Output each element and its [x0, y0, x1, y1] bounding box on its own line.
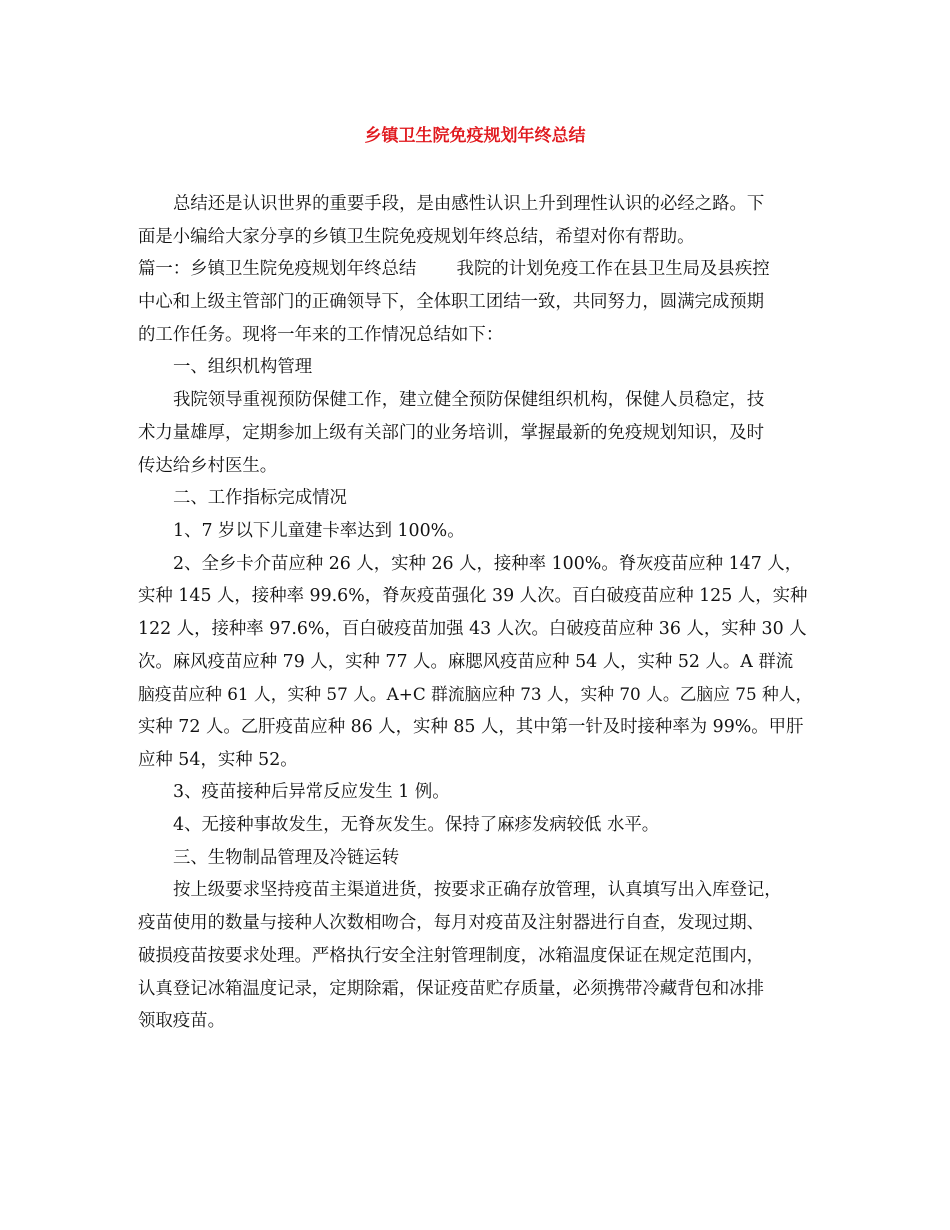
document-body: [138, 188, 818, 1038]
text-line: 三、生物制品管理及冷链运转: [173, 847, 400, 868]
text-line: 领取疫苗。: [138, 1011, 225, 1032]
text-line: 二、工作指标完成情况: [173, 488, 347, 509]
text-line: 122 人，接种率 97.6%，百白破疫苗加强 43 人次。白破疫苗应种 36 人，实种 30 人: [138, 618, 807, 639]
text-line: 的工作任务。现将一年来的工作情况总结如下：: [138, 324, 504, 345]
text-line: 术力量雄厚，定期参加上级有关部门的业务培训，掌握最新的免疫规划知识，及时: [138, 422, 765, 443]
text-line: 破损疫苗按要求处理。严格执行安全注射管理制度，冰箱温度保证在规定范围内，: [138, 945, 765, 966]
text-line: 传达给乡村医生。: [138, 455, 278, 476]
text-line: 面是小编给大家分享的乡镇卫生院免疫规划年终总结，希望对你有帮助。: [138, 226, 695, 247]
text-line: 总结还是认识世界的重要手段，是由感性认识上升到理性认识的必经之路。下: [173, 194, 765, 214]
text-line: 认真登记冰箱温度记录，定期除霜，保证疫苗贮存质量，必须携带冷藏背包和冰排: [138, 978, 765, 999]
text-line: 1、7 岁以下儿童建卡率达到 100%。: [173, 520, 465, 541]
text-line: 次。麻风疫苗应种 79 人，实种 77 人。麻腮风疫苗应种 54 人，实种 52 人。A 群流: [138, 651, 794, 672]
text-line: 按上级要求坚持疫苗主渠道进货，按要求正确存放管理，认真填写出入库登记，: [173, 880, 782, 901]
document-title: 乡镇卫生院免疫规划年终总结: [364, 126, 586, 146]
text-line: 实种 145 人，接种率 99.6%，脊灰疫苗强化 39 人次。百白破疫苗应种 125 人，实种: [138, 586, 808, 607]
text-line: 我院领导重视预防保健工作，建立健全预防保健组织机构，保健人员稳定，技: [173, 390, 765, 411]
text-line: 4、无接种事故发生，无脊灰发生。保持了麻疹发病较低 水平。: [173, 815, 660, 836]
text-line: 一、组织机构管理: [173, 357, 313, 378]
text-line: 脑疫苗应种 61 人，实种 57 人。A+C 群流脑应种 73 人，实种 70 人。乙脑应 75 种人，: [138, 684, 813, 705]
text-line: 实种 72 人。乙肝疫苗应种 86 人，实种 85 人，其中第一针及时接种率为 99%。甲肝: [138, 717, 804, 737]
text-line: 2、全乡卡介苗应种 26 人，实种 26 人，接种率 100%。脊灰疫苗应种 147 人，: [173, 553, 803, 574]
text-line: 3、疫苗接种后异常反应发生 1 例。: [173, 782, 450, 803]
text-line: 篇一：乡镇卫生院免疫规划年终总结 我院的计划免疫工作在县卫生局及县疾控: [138, 259, 770, 280]
text-line: 中心和上级主管部门的正确领导下，全体职工团结一致，共同努力，圆满完成预期: [138, 292, 765, 313]
text-line: 疫苗使用的数量与接种人次数相吻合，每月对疫苗及注射器进行自查，发现过期、: [138, 913, 765, 934]
text-line: 应种 54，实种 52。: [138, 749, 298, 770]
